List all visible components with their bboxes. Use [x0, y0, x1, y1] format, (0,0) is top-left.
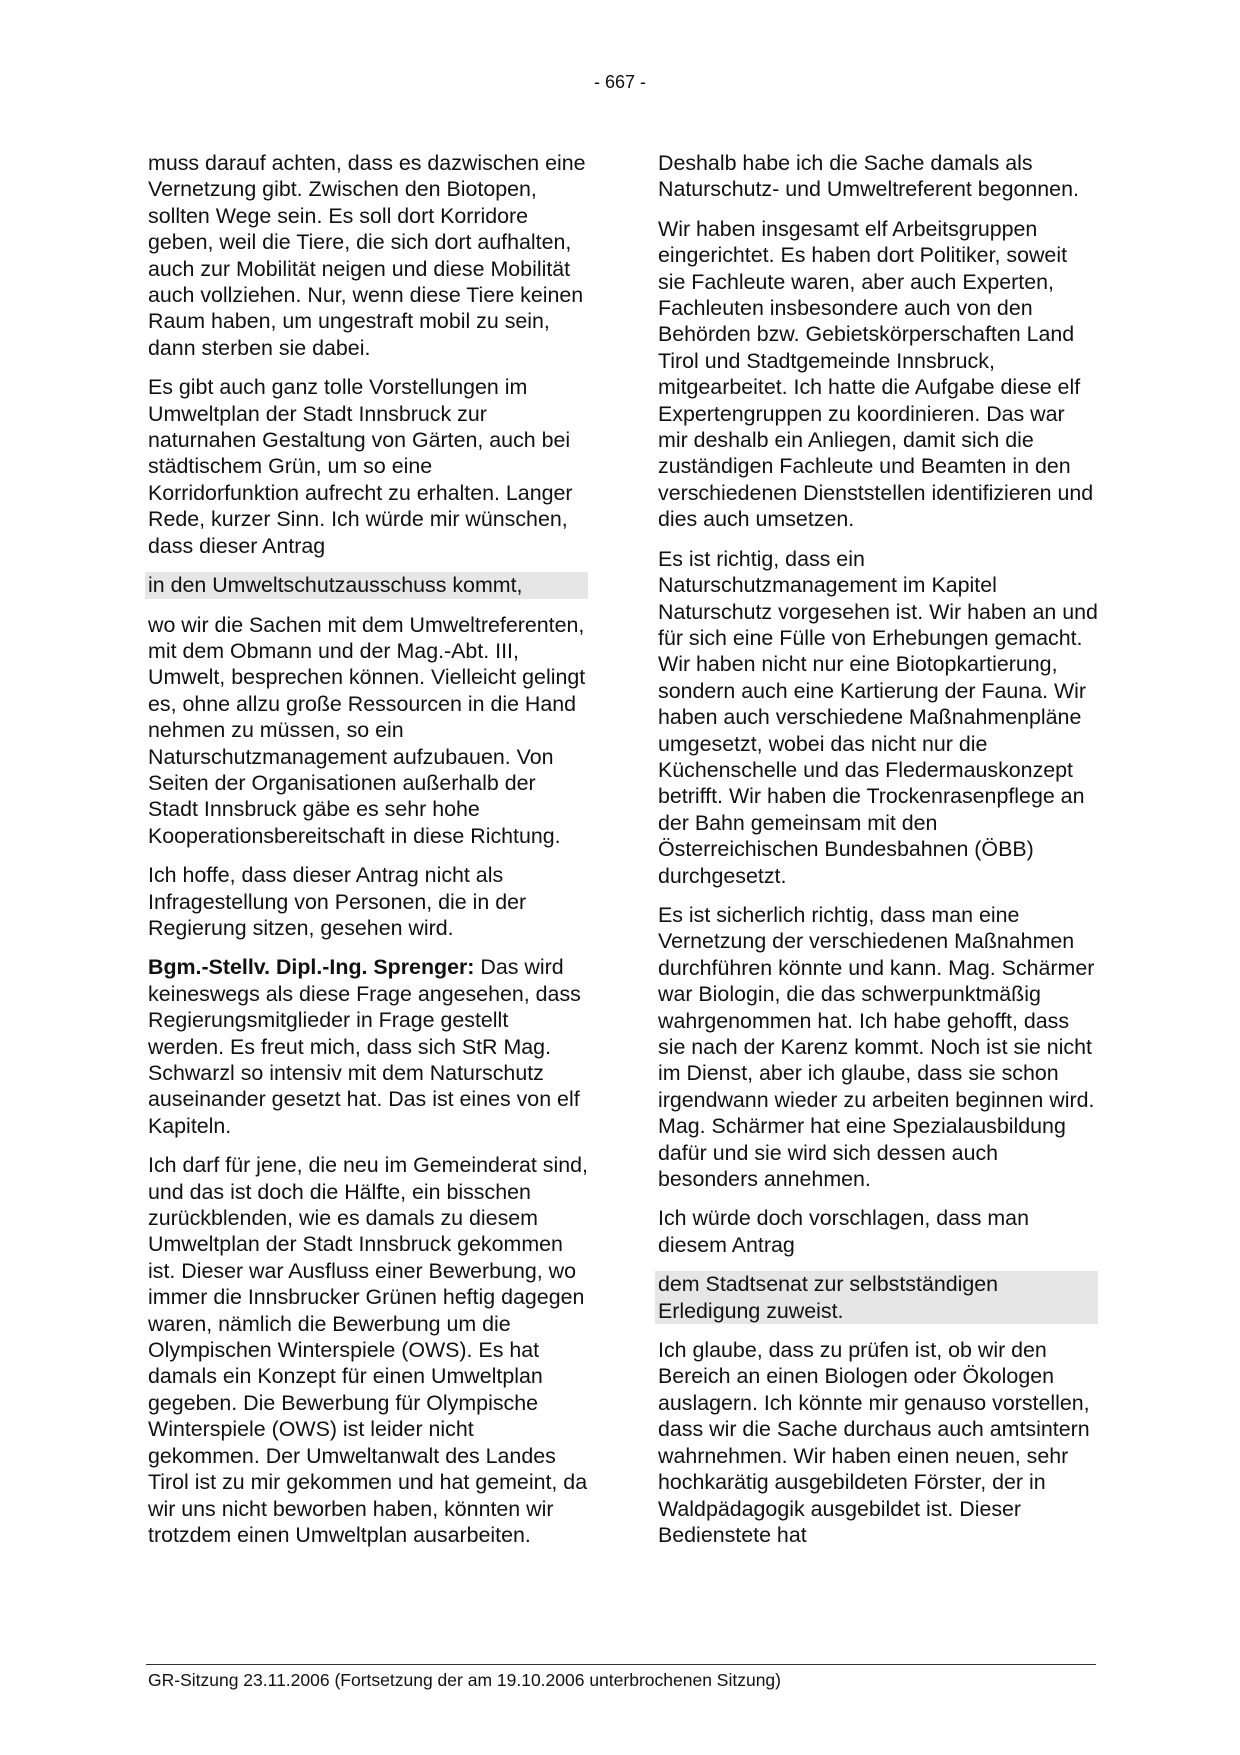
paragraph: wo wir die Sachen mit dem Umweltreferenten, mit dem Obmann und der Mag.-Abt. III, Umwelt, besprechen können. Vielleicht gelingt es, ohne allzu große Ressourcen in die Hand nehmen zu müssen, so ein Naturschutzmanagement aufzubauen. Von Seiten der Organisationen außerhalb der Stadt Innsbruck gäbe es sehr hohe Kooperationsbereitschaft in diese Richtung.: [148, 612, 586, 848]
page-footer: GR-Sitzung 23.11.2006 (Fortsetzung der am 19.10.2006 unterbrochenen Sitzung): [148, 1670, 781, 1690]
paragraph: Wir haben insgesamt elf Arbeitsgruppen eingerichtet. Es haben dort Politiker, soweit sie Fachleute waren, aber auch Experten, Fachleuten insbesondere auch von den Behörden bzw. Gebietskörperschaften Land Tirol und Stadtgemeinde Innsbruck, mitgearbeitet. Ich hatte die Aufgabe diese elf Expertengruppen zu koordinieren. Das war mir deshalb ein Anliegen, damit sich die zuständigen Fachleute und Beamten in den verschiedenen Dienststellen identifizieren und dies auch umsetzen.: [658, 216, 1094, 532]
paragraph: Ich würde doch vorschlagen, dass man diesem Antrag: [658, 1206, 1029, 1257]
speech-text: Das wird keineswegs als diese Frage angesehen, dass Regierungsmitglieder in Frage gestellt werden. Es freut mich, dass sich StR Mag. Schwarzl so intensiv mit dem Naturschutz auseinander gesetzt hat. Das ist eines von elf Kapiteln.: [148, 955, 581, 1138]
motion-highlight: in den Umweltschutzausschuss kommt,: [145, 572, 588, 598]
paragraph: Es gibt auch ganz tolle Vorstellungen im Umweltplan der Stadt Innsbruck zur naturnahen Gestaltung von Gärten, auch bei städtischem Grün, um so eine Korridorfunktion aufrecht zu erhalten. Langer Rede, kurzer Sinn. Ich würde mir wünschen, dass dieser Antrag: [148, 375, 573, 558]
paragraph: Deshalb habe ich die Sache damals als Naturschutz- und Umweltreferent begonnen.: [658, 151, 1079, 202]
paragraph: Es ist sicherlich richtig, dass man eine Vernetzung der verschiedenen Maßnahmen durchführen könnte und kann. Mag. Schärmer war Biologin, die das schwerpunktmäßig wahrgenommen hat. Ich habe gehofft, dass sie nach der Karenz kommt. Noch ist sie nicht im Dienst, aber ich glaube, dass sie schon irgendwann wieder zu arbeiten beginnen wird. Mag. Schärmer hat eine Spezialausbildung dafür und sie wird sich dessen auch besonders annehmen.: [658, 902, 1095, 1192]
right-column: [658, 150, 1098, 1561]
speaker-name: Bgm.-Stellv. Dipl.-Ing. Sprenger:: [148, 955, 475, 980]
paragraph: Ich darf für jene, die neu im Gemeinderat sind, und das ist doch die Hälfte, ein bisschen zurückblenden, wie es damals zu diesem Umweltplan der Stadt Innsbruck gekommen ist. Dieser war Ausfluss einer Bewerbung, wo immer die Innsbrucker Grünen heftig dagegen waren, nämlich die Bewerbung um die Olympischen Winterspiele (OWS). Es hat damals ein Konzept für einen Umweltplan gegeben. Die Bewerbung für Olympische Winterspiele (OWS) ist leider nicht gekommen. Der Umweltanwalt des Landes Tirol ist zu mir gekommen und hat gemeint, da wir uns nicht beworben haben, könnten wir trotzdem einen Umweltplan ausarbeiten.: [148, 1153, 588, 1547]
paragraph: muss darauf achten, dass es dazwischen eine Vernetzung gibt. Zwischen den Biotopen, sollten Wege sein. Es soll dort Korridore geben, weil die Tiere, die sich dort aufhalten, auch zur Mobilität neigen und diese Mobilität auch vollziehen. Nur, wenn diese Tiere keinen Raum haben, um ungestraft mobil zu sein, dann sterben sie dabei.: [148, 151, 586, 360]
paragraph: Es ist richtig, dass ein Naturschutzmanagement im Kapitel Naturschutz vorgesehen ist. Wir haben an und für sich eine Fülle von Erhebungen gemacht. Wir haben nicht nur eine Biotopkartierung, sondern auch eine Kartierung der Fauna. Wir haben auch verschiedene Maßnahmenpläne umgesetzt, wobei das nicht nur die Küchenschelle und das Fledermauskonzept betrifft. Wir haben die Trockenrasenpflege an der Bahn gemeinsam mit den Österreichischen Bundesbahnen (ÖBB) durchgesetzt.: [658, 546, 1098, 888]
page-number: - 667 -: [593, 72, 647, 92]
motion-highlight: dem Stadtsenat zur selbstständigen Erledigung zuweist.: [655, 1271, 1098, 1324]
paragraph: Ich hoffe, dass dieser Antrag nicht als Infragestellung von Personen, die in der Regierung sitzen, gesehen wird.: [148, 863, 527, 940]
speech-paragraph: [148, 954, 588, 1139]
footer-divider: [146, 1664, 1096, 1665]
paragraph: Ich glaube, dass zu prüfen ist, ob wir den Bereich an einen Biologen oder Ökologen auslagern. Ich könnte mir genauso vorstellen, dass wir die Sache durchaus auch amtsintern wahrnehmen. Wir haben einen neuen, sehr hochkarätig ausgebildeten Förster, der in Waldpädagogik ausgebildet ist. Dieser Bedienstete hat: [658, 1338, 1090, 1547]
left-column: [148, 150, 588, 1561]
